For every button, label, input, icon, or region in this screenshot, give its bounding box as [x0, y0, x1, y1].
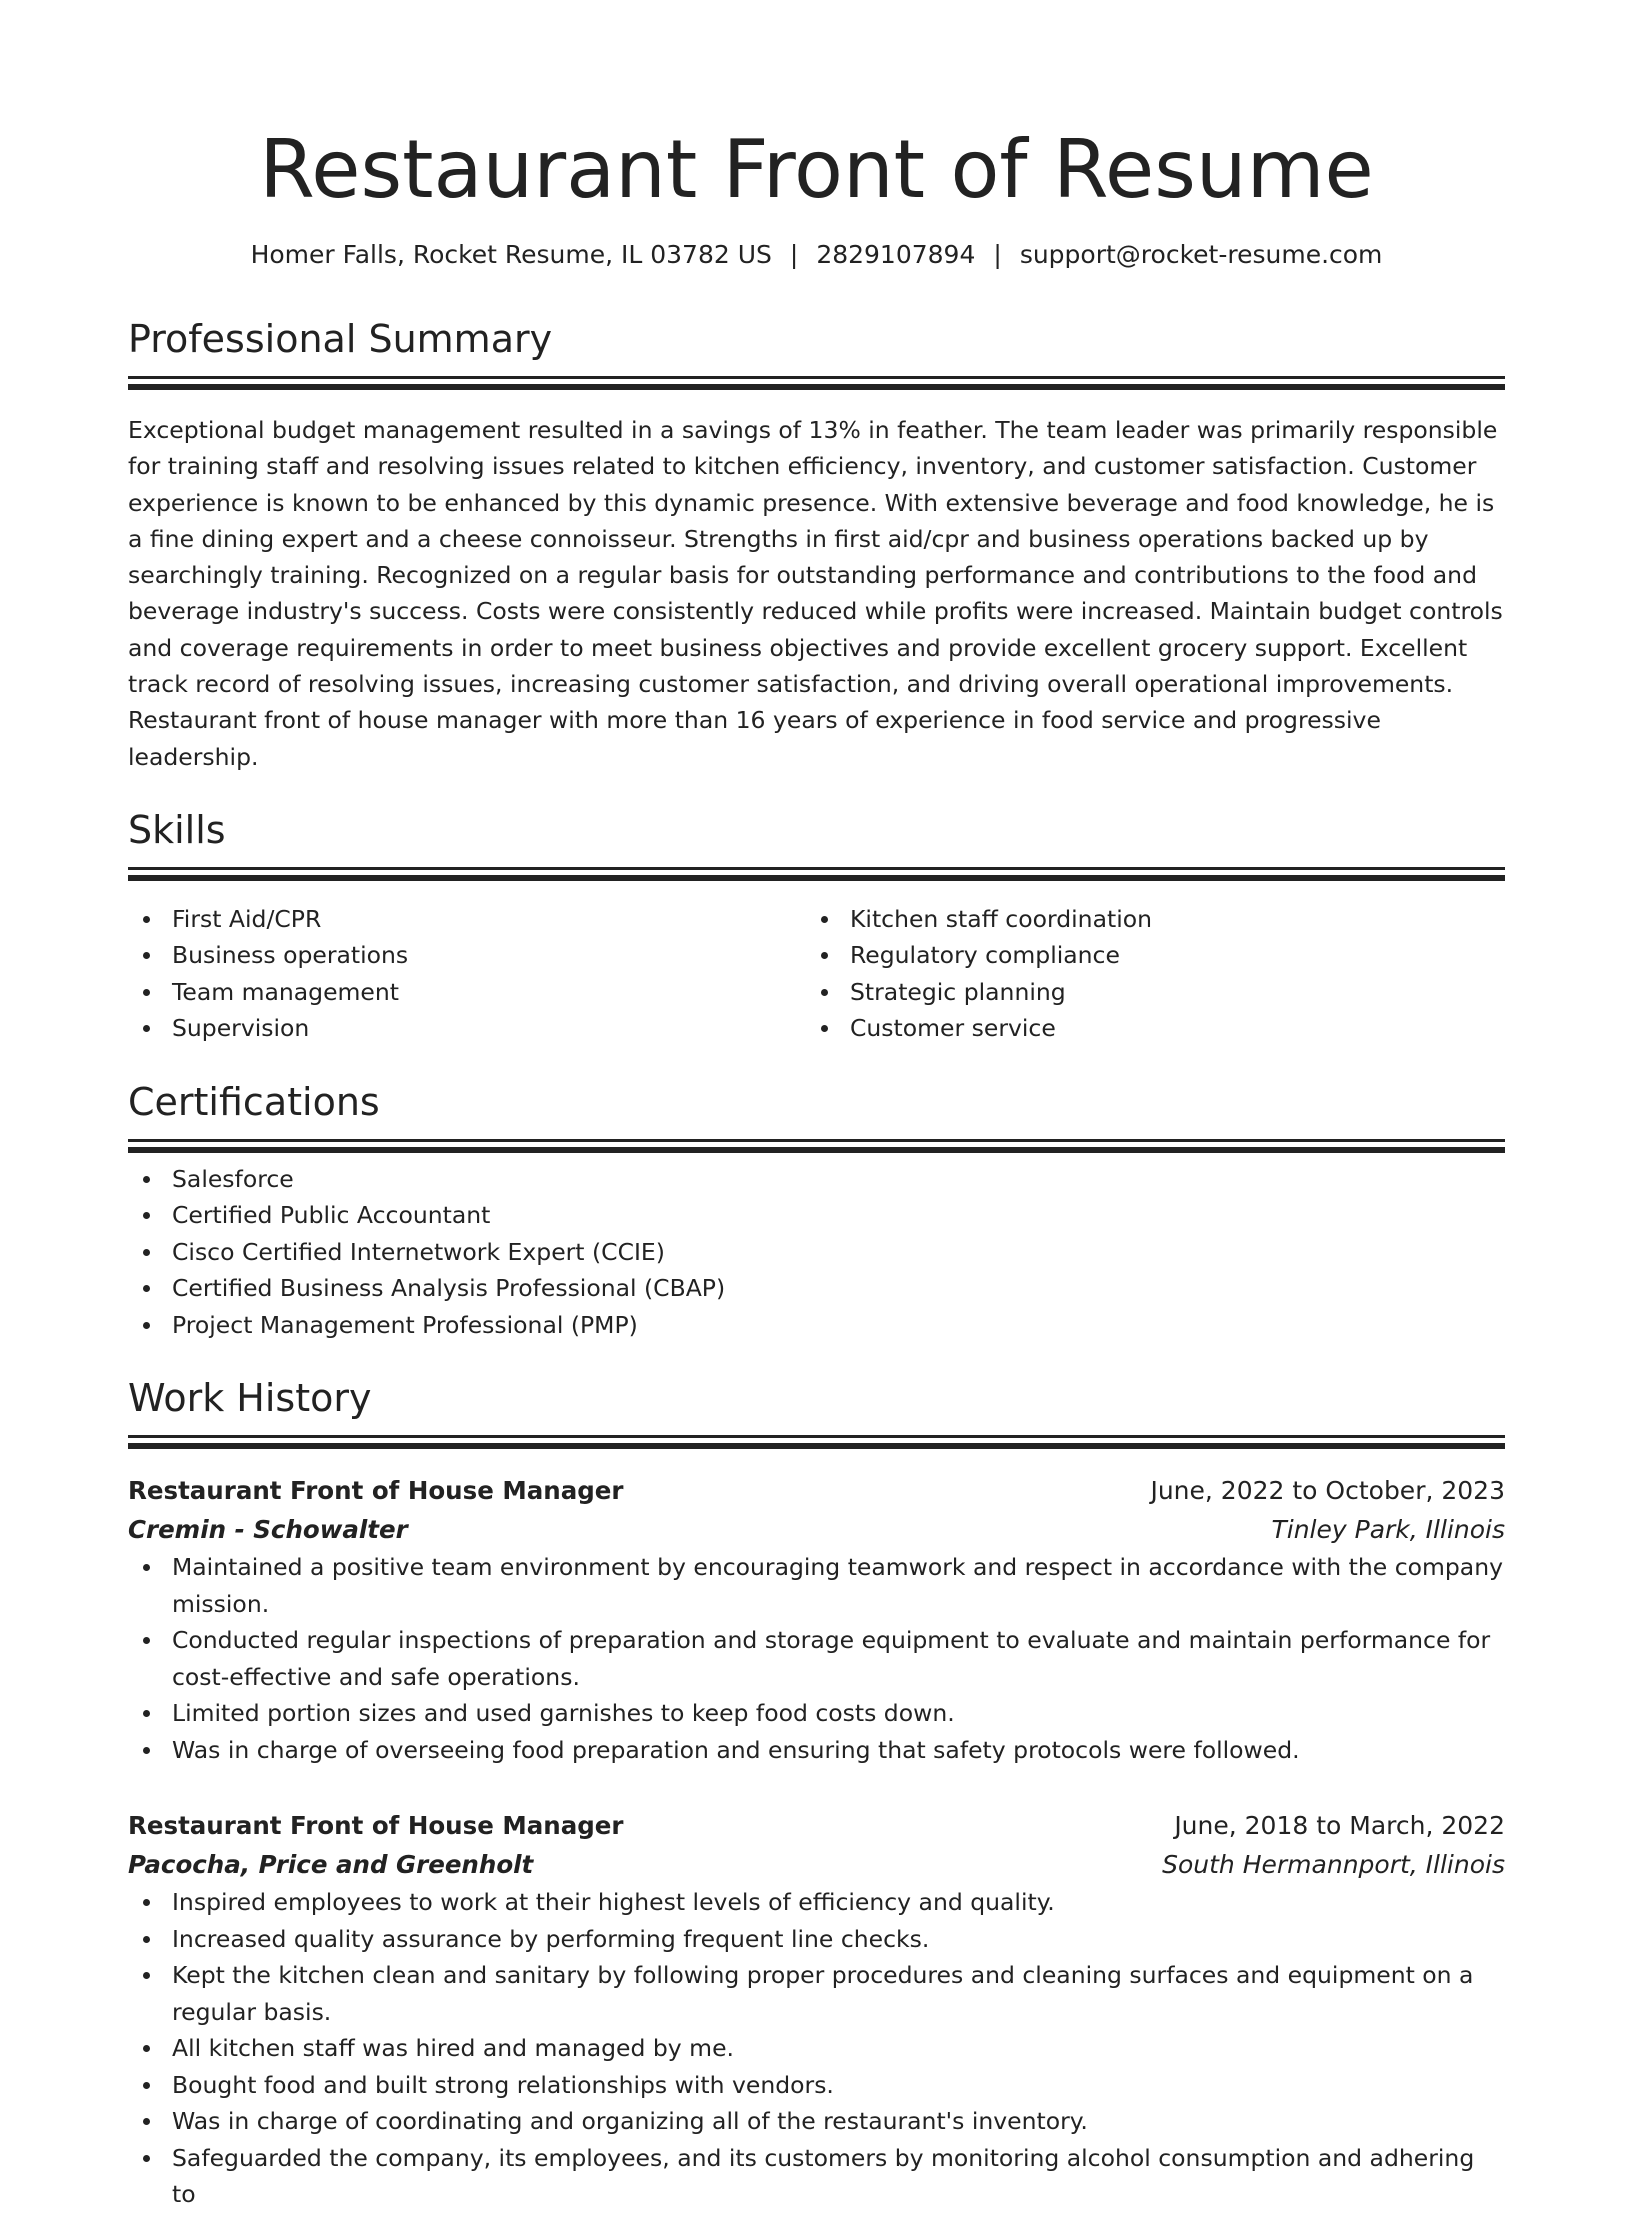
skills-section [128, 805, 1505, 1047]
contact-address: Homer Falls, Rocket Resume, IL 03782 US [250, 240, 772, 269]
certification-item: Certified Business Analysis Professional (CBAP) [128, 1270, 1505, 1307]
job-duty-item: Conducted regular inspections of preparation and storage equipment to evaluate and maintain performance for cost-effective and safe operations. [128, 1622, 1505, 1695]
job-dates: June, 2018 to March, 2022 [1174, 1811, 1505, 1841]
skill-item: Customer service [806, 1010, 1484, 1047]
job-title: Restaurant Front of House Manager [128, 1476, 624, 1506]
job-title: Restaurant Front of House Manager [128, 1811, 624, 1841]
job-duty-item: Kept the kitchen clean and sanitary by following proper procedures and cleaning surfaces and equipment on a regular basis. [128, 1957, 1505, 2030]
contact-separator: | [789, 240, 799, 269]
job-dates: June, 2022 to October, 2023 [1150, 1476, 1505, 1506]
section-divider [128, 867, 1505, 870]
certifications-list [128, 1161, 1505, 1344]
skill-item: Regulatory compliance [806, 937, 1484, 974]
section-divider [128, 376, 1505, 379]
contact-phone: 2829107894 [816, 240, 976, 269]
certification-item: Salesforce [128, 1161, 1505, 1198]
skill-item: First Aid/CPR [128, 901, 806, 938]
skills-list-right [806, 901, 1484, 1047]
job-company: Cremin - Schowalter [128, 1515, 408, 1545]
job-duty-item: Bought food and built strong relationships with vendors. [128, 2067, 1505, 2104]
section-divider [128, 1139, 1505, 1142]
skills-grid [128, 901, 1505, 1047]
skill-item: Strategic planning [806, 974, 1484, 1011]
section-title-certifications: Certifications [128, 1079, 380, 1124]
contact-email[interactable]: support@rocket-resume.com [1019, 240, 1383, 269]
skills-list-left [128, 901, 806, 1047]
job-duty-item: Limited portion sizes and used garnishes to keep food costs down. [128, 1695, 1505, 1732]
job-duty-item: All kitchen staff was hired and managed by me. [128, 2030, 1505, 2067]
work-history-section [128, 1373, 1505, 2213]
section-title-summary: Professional Summary [128, 317, 553, 361]
certification-item: Cisco Certified Internetwork Expert (CCIE) [128, 1234, 1505, 1271]
job-duty-item: Inspired employees to work at their highest levels of efficiency and quality. [128, 1884, 1505, 1921]
job-duty-item: Was in charge of coordinating and organizing all of the restaurant's inventory. [128, 2103, 1505, 2140]
certification-item: Project Management Professional (PMP) [128, 1307, 1505, 1344]
certification-item: Certified Public Accountant [128, 1197, 1505, 1234]
skill-item: Supervision [128, 1010, 806, 1047]
section-divider [128, 1435, 1505, 1438]
job-duties-list [128, 1549, 1505, 1768]
contact-line [128, 238, 1505, 272]
skill-item: Team management [128, 974, 806, 1011]
certifications-section [128, 1077, 1505, 1344]
job-duty-item: Maintained a positive team environment by encouraging teamwork and respect in accordance with the company mission. [128, 1549, 1505, 1622]
professional-summary-section [128, 314, 1505, 775]
job-duty-item: Was in charge of overseeing food preparation and ensuring that safety protocols were followed. [128, 1732, 1505, 1769]
job-duty-item: Increased quality assurance by performing frequent line checks. [128, 1921, 1505, 1958]
section-title-skills: Skills [128, 807, 226, 852]
job-company: Pacocha, Price and Greenholt [128, 1850, 534, 1880]
job-duties-list [128, 1884, 1505, 2213]
section-title-work-history: Work History [128, 1376, 372, 1421]
resume-name: Restaurant Front of Resume [259, 123, 1374, 216]
job-duty-item: Safeguarded the company, its employees, and its customers by monitoring alcohol consumption and adhering to [128, 2140, 1505, 2213]
skill-item: Kitchen staff coordination [806, 901, 1484, 938]
job-entry [128, 1471, 1505, 1768]
resume-page [128, 0, 1505, 2213]
job-location: South Hermannport, Illinois [1162, 1850, 1505, 1880]
skill-item: Business operations [128, 937, 806, 974]
contact-separator: | [993, 240, 1002, 269]
job-entry [128, 1806, 1505, 2213]
job-location: Tinley Park, Illinois [1271, 1515, 1505, 1545]
summary-text: Exceptional budget management resulted in a savings of 13% in feather. The team leader was primarily responsible for training staff and resolving issues related to kitchen efficiency, inventory, and customer satisfaction. Customer experience is known to be enhanced by this dynamic presence. With extensive beverage and food knowledge, he is a fine dining expert and a cheese connoisseur. Strengths in first aid/cpr and business operations backed up by searchingly training. Recognized on a regular basis for outstanding performance and contributions to the food and beverage industry's success. Costs were consistently reduced while profits were increased. Maintain budget controls and coverage requirements in order to meet business objectives and provide excellent grocery support. Excellent track record of resolving issues, increasing customer satisfaction, and driving overall operational improvements. Restaurant front of house manager with more than 16 years of experience in food service and progressive leadership. [128, 416, 1503, 771]
